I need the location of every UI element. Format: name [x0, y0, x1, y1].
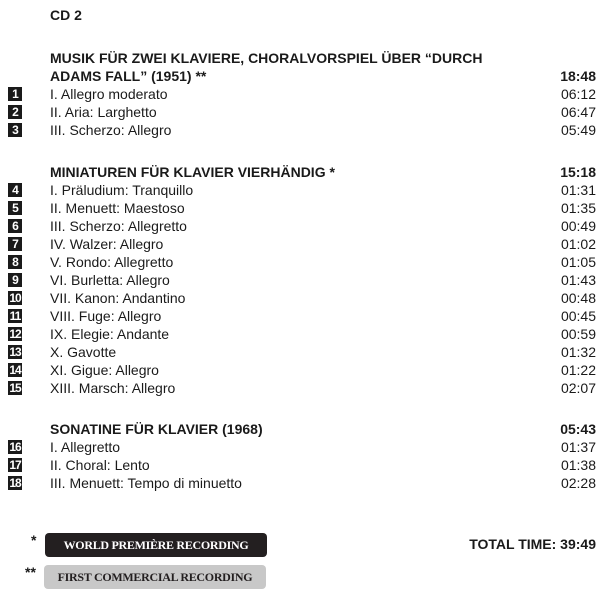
section-title: MUSIK FÜR ZWEI KLAVIERE, CHORALVORSPIEL ÜBER “DURCH ADAMS FALL” (1951) **: [50, 50, 483, 84]
track-title: XIII. Marsch: Allegro: [50, 380, 176, 396]
track-number-badge: 4: [8, 183, 22, 197]
track-duration: 02:28: [560, 475, 596, 491]
track-duration: 01:31: [560, 182, 596, 198]
track-duration: 01:38: [560, 457, 596, 473]
section-title: MINIATUREN FÜR KLAVIER VIERHÄNDIG *: [50, 164, 335, 180]
track-title: III. Scherzo: Allegretto: [50, 218, 187, 234]
track-number-badge: 16: [9, 440, 21, 454]
track-row[interactable]: [0, 217, 600, 235]
track-title: I. Allegro moderato: [50, 86, 168, 102]
track-title: VII. Kanon: Andantino: [50, 290, 186, 306]
track-title: I. Allegretto: [50, 439, 121, 455]
track-number-badge: 8: [8, 255, 22, 269]
track-title: X. Gavotte: [50, 344, 117, 360]
track-duration: 01:05: [560, 254, 596, 270]
first-commercial-badge: FIRST COMMERCIAL RECORDING: [44, 565, 266, 589]
total-time: TOTAL TIME: 39:49: [469, 536, 596, 552]
track-row[interactable]: [0, 474, 600, 492]
section-duration: 15:18: [560, 164, 596, 180]
track-title: I. Präludium: Tranquillo: [50, 182, 194, 198]
track-row[interactable]: [0, 103, 600, 121]
section-musik-fuer-zwei-klaviere: [0, 49, 600, 139]
track-duration: 01:37: [560, 439, 596, 455]
track-duration: 00:59: [560, 326, 596, 342]
track-duration: 00:48: [560, 290, 596, 306]
track-number-badge: 1: [8, 87, 22, 101]
track-duration: 01:35: [560, 200, 596, 216]
track-title: V. Rondo: Allegretto: [50, 254, 174, 270]
section-title: SONATINE FÜR KLAVIER (1968): [50, 421, 263, 437]
track-row[interactable]: [0, 325, 600, 343]
track-row[interactable]: [0, 235, 600, 253]
cd-label: CD 2: [50, 7, 82, 23]
track-row[interactable]: [0, 121, 600, 139]
track-row[interactable]: [0, 85, 600, 103]
track-number-badge: 9: [8, 273, 22, 287]
track-duration: 06:47: [560, 104, 596, 120]
track-number-badge: 14: [9, 363, 21, 377]
section-miniaturen: [0, 163, 600, 397]
track-title: VI. Burletta: Allegro: [50, 272, 170, 288]
track-number-badge: 7: [8, 237, 22, 251]
track-number-badge: 2: [8, 105, 22, 119]
track-duration: 00:49: [560, 218, 596, 234]
track-title: VIII. Fuge: Allegro: [50, 308, 162, 324]
track-row[interactable]: [0, 379, 600, 397]
track-row[interactable]: [0, 199, 600, 217]
track-row[interactable]: [0, 361, 600, 379]
track-number-badge: 12: [9, 327, 21, 341]
track-number-badge: 18: [9, 476, 21, 490]
track-number-badge: 11: [9, 309, 21, 323]
track-title: II. Choral: Lento: [50, 457, 150, 473]
track-title: IX. Elegie: Andante: [50, 326, 170, 342]
section-header: [0, 49, 600, 85]
track-row[interactable]: [0, 253, 600, 271]
track-row[interactable]: [0, 307, 600, 325]
track-duration: 01:22: [560, 362, 596, 378]
section-duration: 05:43: [560, 421, 596, 437]
track-title: XI. Gigue: Allegro: [50, 362, 159, 378]
section-sonatine: [0, 420, 600, 492]
track-duration: 01:43: [560, 272, 596, 288]
track-title: IV. Walzer: Allegro: [50, 236, 164, 252]
track-duration: 00:45: [560, 308, 596, 324]
track-title: III. Scherzo: Allegro: [50, 122, 172, 138]
track-title: II. Aria: Larghetto: [50, 104, 157, 120]
track-number-badge: 3: [8, 123, 22, 137]
section-header: [0, 420, 600, 438]
track-duration: 01:32: [560, 344, 596, 360]
track-row[interactable]: [0, 289, 600, 307]
track-number-badge: 13: [9, 345, 21, 359]
track-title: III. Menuett: Tempo di minuetto: [50, 475, 242, 491]
track-number-badge: 17: [9, 458, 21, 472]
track-number-badge: 6: [8, 219, 22, 233]
track-duration: 05:49: [560, 122, 596, 138]
legend-mark-single: *: [31, 532, 37, 548]
track-title: II. Menuett: Maestoso: [50, 200, 185, 216]
track-row[interactable]: [0, 271, 600, 289]
track-number-badge: 5: [8, 201, 22, 215]
track-duration: 01:02: [560, 236, 596, 252]
track-duration: 06:12: [560, 86, 596, 102]
section-header: [0, 163, 600, 181]
track-row[interactable]: [0, 343, 600, 361]
track-number-badge: 10: [9, 291, 21, 305]
track-row[interactable]: [0, 456, 600, 474]
track-row[interactable]: [0, 438, 600, 456]
track-number-badge: 15: [9, 381, 21, 395]
track-duration: 02:07: [560, 380, 596, 396]
world-premiere-badge: WORLD PREMIÈRE RECORDING: [45, 533, 267, 557]
section-duration: 18:48: [560, 68, 596, 84]
legend-mark-double: **: [25, 564, 36, 580]
track-row[interactable]: [0, 181, 600, 199]
